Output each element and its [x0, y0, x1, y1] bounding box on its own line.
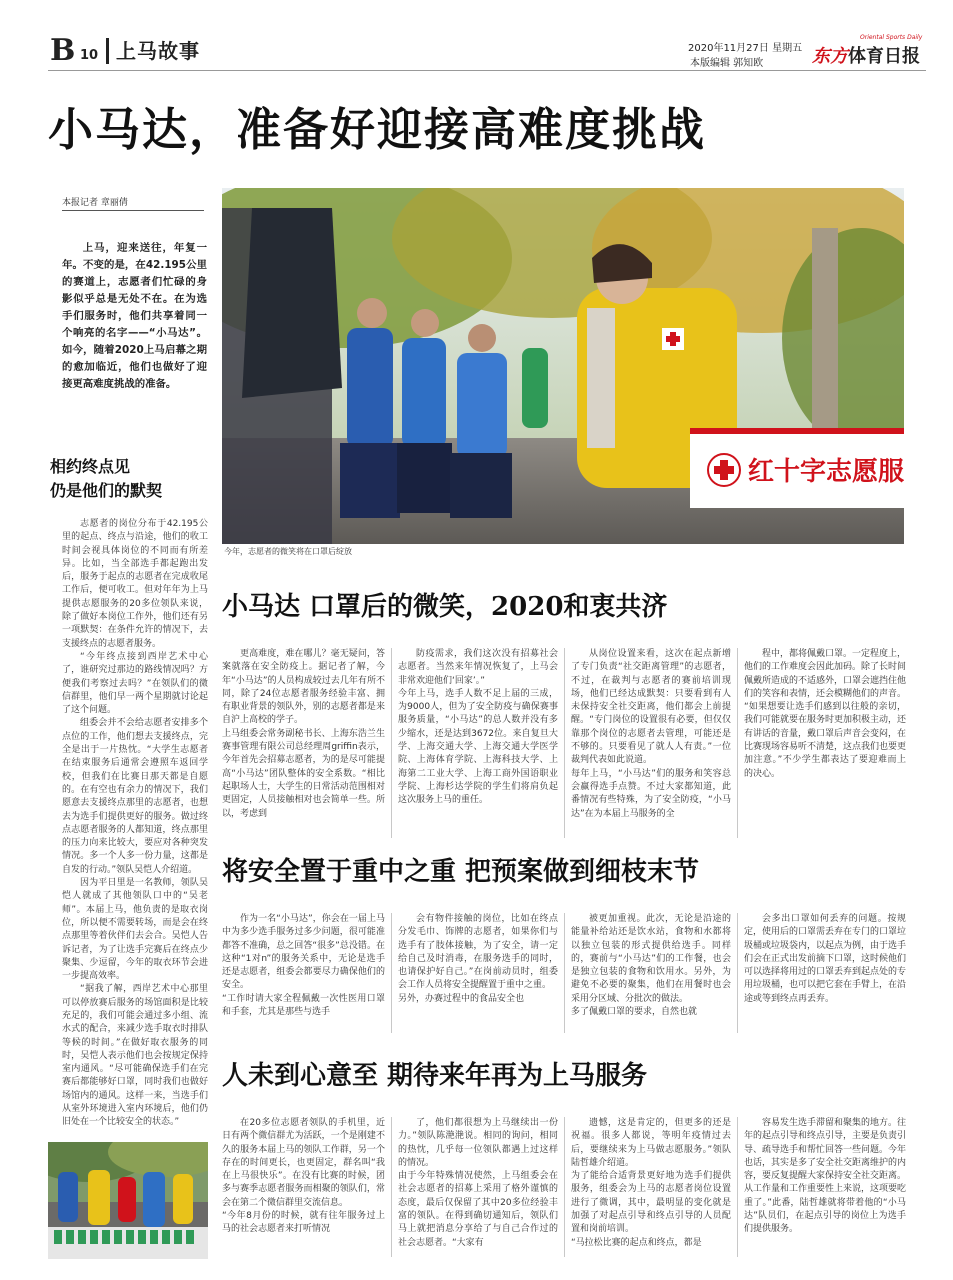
- section1-col-2: [398, 648, 558, 843]
- paragraph: 更高难度，难在哪儿？毫无疑问，答案就落在安全防疫上。据记者了解，今年“小马达”的人员构成较过去几年有所不同，除了24位志愿者服务经验丰富、拥有职业背景的领队外，别的志愿者都是来自沪上高校的学子。 上马组委会常务副秘书长、上海东浩兰生赛事管理有限公司总经理周griffin表示，今年首先会招募志愿者，为的是尽可能提高“小马达”团队整体的安全系数。“相比起职场人士，大学生的日常活动范围相对更固定，人员接触相对也会简单一些。所以，考虑到: [222, 649, 385, 819]
- section-heading: 人未到心意至 期待来年再为上马服务: [222, 1061, 648, 1091]
- page-title: 小马达，准备好迎接高难度挑战: [48, 103, 707, 156]
- paragraph: 会有物件接触的岗位，比如在终点分发毛巾、饰牌的志愿者，如果你们与选手有了肢体接触，为了安全，请一定给自己及时消毒，在服务选手的同时，也请保护好自己。”在岗前动员时，组委会工作人员将安全提醒置于重中之重。 另外，办赛过程中的食品安全也: [398, 914, 558, 1004]
- header-rule: [48, 70, 926, 71]
- column-rule: [564, 648, 565, 838]
- paragraph: 从岗位设置来看，这次在起点新增了专门负责“社交距离管理”的志愿者，不过，在裁判与志愿者的赛前培训现场，他们已经达成默契：只要看到有人未保持安全社交距离，他们都会上前提醒。“专门岗位的设置很有必要，但仅仅靠那个岗位的志愿者去管理，可能还是不够的。只要看见了就人人有责。”一位裁判代表如此说道。 每年上马，“小马达”们的服务和笑容总会赢得选手点赞。不过大家都知道，此番情况有些特殊，为了安全防疫，“小马达”在为本届上马服务的全: [571, 649, 731, 819]
- paragraph: 因为平日里是一名教师，领队吴恺人就成了其他领队口中的“吴老师”。本届上马，他负责的是取衣岗位，所以便不需要转场，而是会在终点那里等着伙伴们去会合。吴恺人告诉记者，为了让选手完赛后在终点少聚集、少逗留，今年的取衣环节会进一步提高效率。: [62, 878, 208, 982]
- section3-col-4: [744, 1117, 906, 1262]
- logo-name: 体育日报: [848, 46, 920, 67]
- logo-brand: 东方: [812, 46, 848, 67]
- section1-col-4: [744, 648, 906, 843]
- column-rule: [737, 648, 738, 838]
- byline-rule: [62, 210, 204, 211]
- byline: 本报记者 章丽倩: [62, 198, 128, 208]
- paragraph: 组委会并不会给志愿者安排多个点位的工作，他们想去支援终点，完全是出于一片热忱。“大学生志愿者在结束服务后通常会遵照车返回学校，但我们在比赛日那天都是自愿的。在有空也有余力的情况下，我们愿意去支援终点那里的志愿者，也想去为选手们提供更好的服务。做过终点志愿者服务的人都知道，终点那里的压力向来比较大，要应对各种突发情况。多一个人多一份力量，这都是自发的行动。”领队吴恺人介绍道。: [62, 718, 208, 875]
- paragraph: 会多出口罩如何丢弃的问题。按规定，使用后的口罩需丢弃在专门的口罩垃圾桶或垃圾袋内，以起点为例，由于选手们会在正式出发前摘下口罩，这时候他们可以选择将用过的口罩丢弃到起点处的专用垃圾桶，也可以把它套在手臂上，在沿途或等到终点再丢弃。: [744, 914, 906, 1004]
- header-divider: [106, 38, 109, 64]
- logo-english: Oriental Sports Daily: [860, 34, 923, 41]
- photo-banner-text: 红十字志愿服: [748, 457, 904, 487]
- newspaper-logo: [812, 34, 924, 68]
- paragraph: 防疫需求，我们这次没有招募社会志愿者。当然来年情况恢复了，上马会非常欢迎他们‘回家’。” 今年上马，选手人数不足上届的三成，为9000人，但为了安全防疫与确保赛事服务质量，“小马达”的总人数并没有多少缩水，还是达到3672位。来自复旦大学、上海交通大学、上海交通大学医学院、上海体育学院、上海科技大学、上海第二工业大学、上海工商外国语职业学院、上海杉达学院的学生们将肩负起这次服务上马的重任。: [398, 649, 558, 806]
- paragraph: 容易发生选手滞留和聚集的地方。往年的起点引导和终点引导，主要是负责引导、疏导选手和帮忙回答一些问题。今年也话，其实是多了安全社交距离维护的内容，要反复提醒大家保持安全社交距离。从工作量和工作重要性上来说，这项要吃重了。”此番，陆哲雄就将带着他的“小马达”队员们，在起点引导的岗位上为选手们提供服务。: [744, 1118, 906, 1235]
- lead-paragraph: 上马，迎来送往，年复一年。不变的是，在42.195公里的赛道上，志愿者们忙碌的身影似乎总是无处不在。在为选手们服务时，他们共享着同一个响亮的名字——“小马达”。如今，随着2020上马启幕之期的愈加临近，他们也做好了迎接更高难度挑战的准备。: [62, 242, 207, 390]
- left-column-text: [62, 518, 208, 1130]
- column-rule: [391, 648, 392, 838]
- paragraph: 作为一名“小马达”，你会在一届上马中为多少选手服务过多少问题，很可能准都答不准确，总之回答“很多”总没错。在这种“1对n”的服务关系中，无论是选手还是志愿者，组委会都要尽力确保他们的安全。 “工作时请大家全程佩戴一次性医用口罩和手套，尤其是那些与选手: [222, 914, 385, 1018]
- page-number: 10: [80, 48, 99, 63]
- section2-col-3: [571, 913, 731, 1038]
- section3-col-2: [398, 1117, 558, 1262]
- page-editor: 本版编辑 郭知欧: [690, 58, 764, 69]
- column-rule: [737, 913, 738, 1033]
- section-heading: 小马达 口罩后的微笑，2020和衷共济: [222, 592, 668, 622]
- paragraph: 被更加重视。此次，无论是沿途的能量补给站还是饮水站，食物和水都将以独立包装的形式提供给选手。同样的，赛前与“小马达”们的工作餐，也会是独立包装的食物和饮用水。另外，为避免不必要的聚集，他们在用餐时也会采用分区域、分批次的做法。 多了佩戴口罩的要求，自然也就: [571, 914, 731, 1018]
- main-photo: [222, 188, 904, 544]
- secondary-photo: [48, 1142, 208, 1259]
- side-heading: 相约终点见 仍是他们的默契: [50, 457, 163, 500]
- page-letter: B: [50, 33, 76, 68]
- paragraph: 遗憾，这是肯定的，但更多的还是祝福。很多人都说，等明年疫情过去后，要继续来为上马做志愿服务。”领队陆哲雄介绍道。 为了能给合适背景更好地为选手们提供服务，组委会为上马的志愿者岗位设置进行了微调，其中，最明显的变化就是加强了对起点引导和终点引导的人员配置和岗前培训。 “马拉松比赛的起点和终点，都是: [571, 1118, 731, 1248]
- section-heading: 将安全置于重中之重 把预案做到细枝末节: [222, 857, 700, 887]
- paragraph: “今年终点接到西岸艺术中心了，谁研究过那边的路线情况吗？方便我们考察过去吗？”在领队们的微信群里，他们早一两个星期就讨论起了这个问题。: [62, 651, 208, 716]
- paragraph: 程中，都将佩戴口罩。一定程度上，他们的工作难度会因此加码。除了长时间佩戴所造成的不适感外，口罩会遮挡住他们的笑容和表情，还会模糊他们的声音。 “如果想要让选手们感到以往般的亲切，我们可能就要在服务时更加积极主动，还有讲话的音量，戴口罩后声音会变闷，在比赛现场容易听不清楚，这点我们也要更加注意。”不少学生都表达了要迎难而上的决心。: [744, 649, 906, 779]
- section2-col-2: [398, 913, 558, 1038]
- issue-date: 2020年11月27日 星期五: [688, 43, 803, 54]
- column-rule: [737, 1117, 738, 1257]
- section2-col-1: [222, 913, 385, 1038]
- section3-col-3: [571, 1117, 731, 1262]
- column-rule: [564, 1117, 565, 1257]
- column-rule: [564, 913, 565, 1033]
- paragraph: “据我了解，西岸艺术中心那里可以停放赛后服务的场馆面积是比较充足的，我们可能会通过多小组、流水式的配合，来减少选手取衣时排队等候的时间。”在做好取衣服务的同时，吴恺人表示他们也会按规定保持室内通风。“尽可能确保选手们在完赛后都能够好口罩，同时我们也做好场馆内的通风。这样一来，当选手们从室外环境进入室内环境后，他们仍旧处在一个比较安全的状态。”: [62, 984, 208, 1128]
- photo-caption: 今年，志愿者的微笑将在口罩后绽放: [224, 547, 352, 556]
- column-rule: [391, 1117, 392, 1257]
- section1-col-3: [571, 648, 731, 843]
- section1-col-1: [222, 648, 385, 843]
- paragraph: 志愿者的岗位分布于42.195公里的起点、终点与沿途，他们的收工时间会视具体岗位的不同而有所差异。比如，当全部选手都起跑出发后，服务于起点的志愿者在完成收尾工作后，便可收工。但对年年为上马提供志愿服务的20多位领队来说，除了做好本岗位工作外，他们还有另一项默契：在条件允许的情况下，去支援终点的志愿者服务。: [62, 519, 208, 649]
- section2-col-4: [744, 913, 906, 1038]
- column-rule: [391, 913, 392, 1033]
- paragraph: 了，他们都很想为上马继续出一份力。”领队陈滟滟说。相同的询问，相同的热忱，几乎每一位领队都遇上过这样的情况。 由于今年特殊情况使然，上马组委会在社会志愿者的招募上采用了格外谨慎的态度，最后仅保留了其中20多位经验丰富的领队。在得到确切通知后，领队们马上就把消息分享给了与自己合作过的社会志愿者。“大家有: [398, 1118, 558, 1248]
- paragraph: 在20多位志愿者领队的手机里，近日有两个微信群尤为活跃，一个是刚建不久的服务本届上马的领队工作群，另一个存在的时间更长，也更固定，群名叫“我在上马很快乐”。在没有比赛的时候，团多与赛季志愿者服务而相聚的领队们，常会在第二个微信群里交流信息。 “今年8月份的时候，就有往年服务过上马的社会志愿者来打听情况: [222, 1118, 385, 1235]
- section-name: 上马故事: [116, 39, 200, 63]
- section3-col-1: [222, 1117, 385, 1262]
